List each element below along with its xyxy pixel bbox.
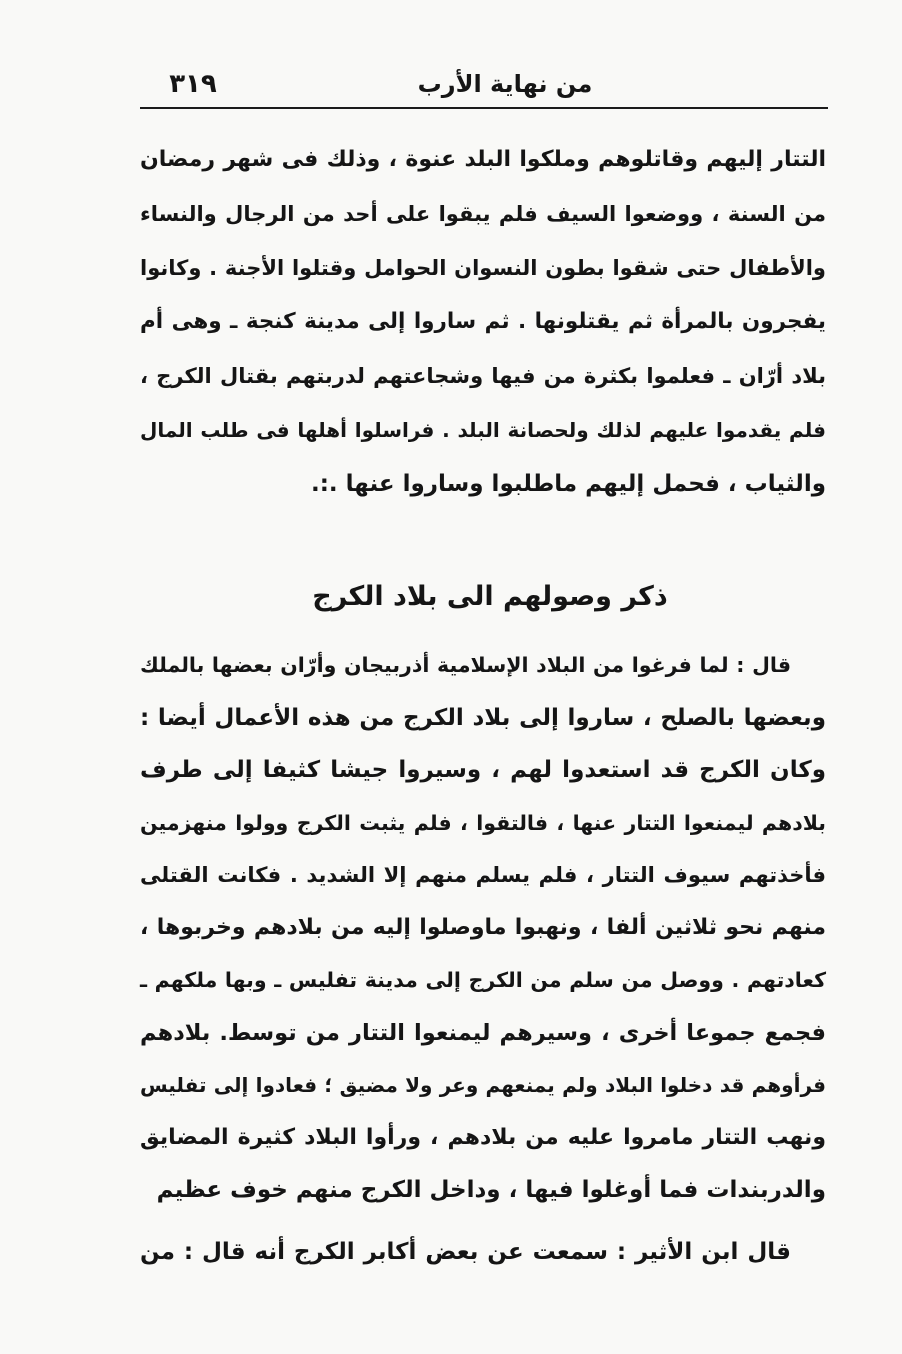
text-line: قال ابن الأثير : سمعت عن بعض أكابر الكرج أنه قال : من xyxy=(140,1239,791,1265)
paragraph xyxy=(140,639,826,1217)
text-line: التتار إليهم وقاتلوهم وملكوا البلد عنوة ، وذلك فى شهر رمضان xyxy=(140,147,826,172)
paragraph-continuation xyxy=(140,133,826,511)
running-title: من نهاية الأرب xyxy=(417,70,593,98)
text-line: بلاد أرّان ـ فعلموا بكثرة من فيها وشجاعتهم لدربتهم بقتال الكرج ، xyxy=(140,364,826,388)
text-line: فلم يقدموا عليهم لذلك ولحصانة البلد . فراسلوا أهلها فى طلب المال xyxy=(140,418,826,442)
section-heading: ذكر وصولهم الى بلاد الكرج xyxy=(312,581,668,612)
text-line: والثياب ، فحمل إليهم ماطلبوا وساروا عنها .:. xyxy=(310,471,826,497)
header-rule xyxy=(140,107,828,109)
text-line: فجمع جموعا أخرى ، وسيرهم ليمنعوا التتار من توسط. بلادهم xyxy=(140,1019,826,1046)
text-line: منهم نحو ثلاثين ألفا ، ونهبوا ماوصلوا إليه من بلادهم وخربوها ، xyxy=(140,914,826,940)
text-line: يفجرون بالمرأة ثم يقتلونها . ثم ساروا إلى مدينة كنجة ـ وهى أم xyxy=(140,309,826,334)
text-line: وكان الكرج قد استعدوا لهم ، وسيروا جيشا كثيفا إلى طرف xyxy=(140,757,826,783)
text-line: ونهب التتار مامروا عليه من بلادهم ، ورأوا البلاد كثيرة المضايق xyxy=(140,1124,826,1150)
text-line: قال : لما فرغوا من البلاد الإسلامية أذربيجان وأرّان بعضها بالملك xyxy=(140,653,791,677)
text-line: وبعضها بالصلح ، ساروا إلى بلاد الكرج من هذه الأعمال أيضا : xyxy=(140,704,826,731)
text-line: والأطفال حتى شقوا بطون النسوان الحوامل وقتلوا الأجنة . وكانوا xyxy=(140,256,826,280)
text-line: بلادهم ليمنعوا التتار عنها ، فالتقوا ، فلم يثبت الكرج وولوا منهزمين xyxy=(140,810,826,835)
text-line: كعادتهم . ووصل من سلم من الكرج إلى مدينة تفليس ـ وبها ملكهم ـ xyxy=(140,968,826,992)
text-line: والدربندات فما أوغلوا فيها ، وداخل الكرج منهم خوف عظيم xyxy=(156,1177,826,1203)
paragraph xyxy=(140,1226,826,1278)
page-number: ٣١٩ xyxy=(169,69,217,99)
text-line: من السنة ، ووضعوا السيف فلم يبقوا على أحد من الرجال والنساء xyxy=(140,202,826,226)
text-line: فرأوهم قد دخلوا البلاد ولم يمنعهم وعر ولا مضيق ؛ فعادوا إلى تفليس xyxy=(140,1073,826,1097)
text-line: فأخذتهم سيوف التتار ، فلم يسلم منهم إلا الشديد . فكانت القتلى xyxy=(140,863,826,887)
